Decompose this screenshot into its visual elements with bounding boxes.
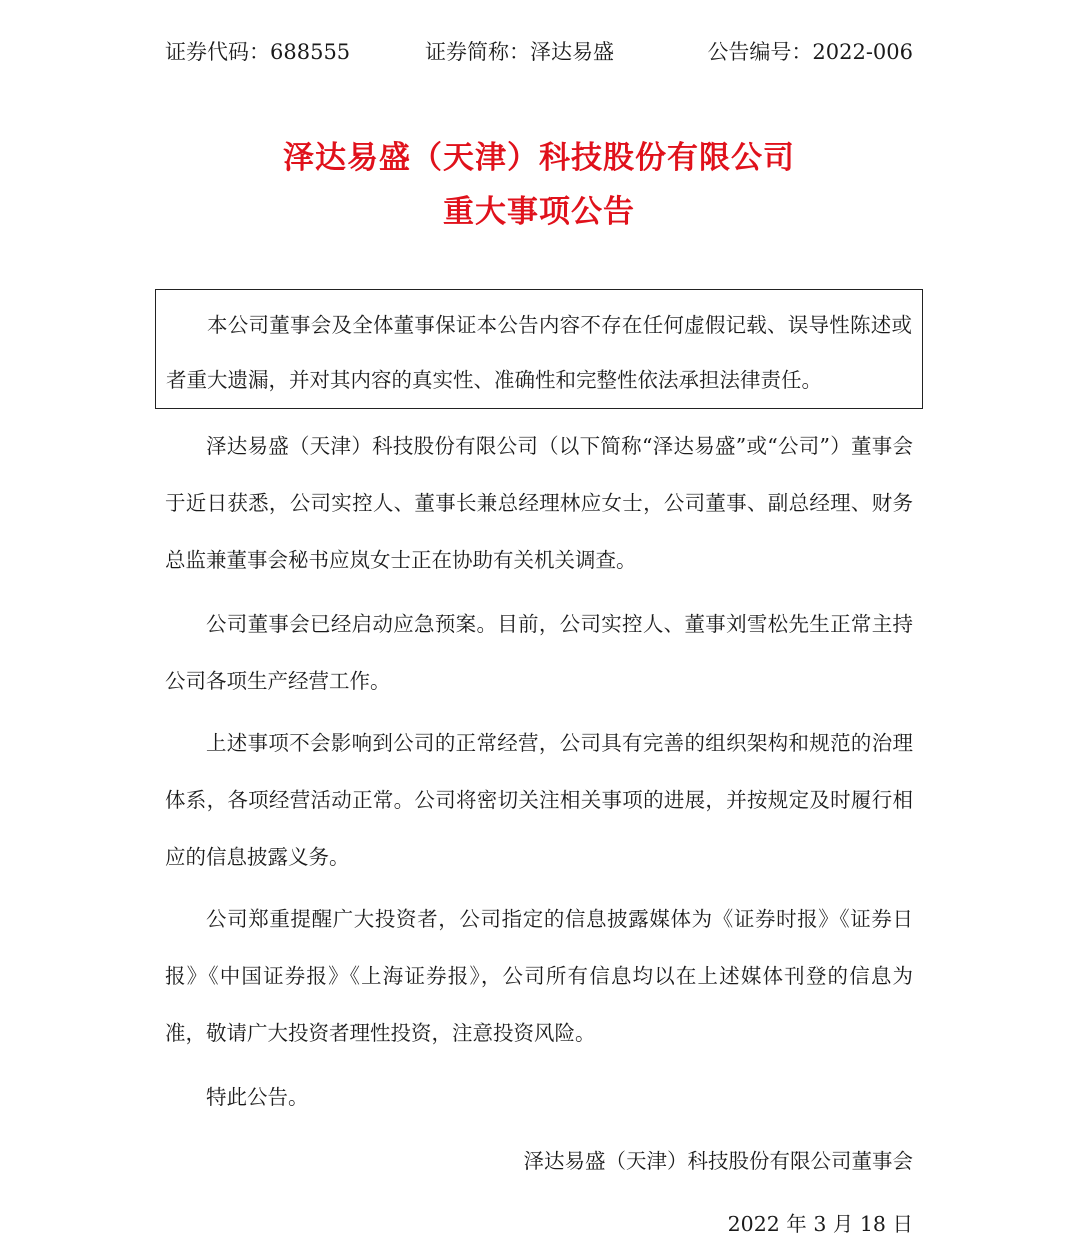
security-code: 证券代码：688555	[165, 40, 351, 64]
paragraph-investor-reminder: 公司郑重提醒广大投资者，公司指定的信息披露媒体为《证券时报》《证券日报》《中国证券报》《上海证券报》，公司所有信息均以在上述媒体刊登的信息为准，敬请广大投资者理性投资，注意投资风险。	[165, 907, 913, 1045]
company-title: 泽达易盛（天津）科技股份有限公司	[283, 140, 795, 176]
signature: 泽达易盛（天津）科技股份有限公司董事会	[523, 1149, 913, 1173]
announcement-date: 2022 年 3 月 18 日	[727, 1212, 913, 1236]
announcement-title: 重大事项公告	[443, 194, 635, 230]
paragraph-investigation: 泽达易盛（天津）科技股份有限公司（以下简称“泽达易盛”或“公司”）董事会于近日获悉，公司实控人、董事长兼总经理林应女士，公司董事、副总经理、财务总监兼董事会秘书应岚女士正在协助有关机关调查。	[165, 434, 913, 572]
announcement-number: 公告编号：2022-006	[707, 40, 913, 64]
document-header	[165, 34, 913, 70]
board-guarantee-notice: 本公司董事会及全体董事保证本公告内容不存在任何虚假记载、误导性陈述或者重大遗漏，并对其内容的真实性、准确性和完整性依法承担法律责任。	[155, 289, 923, 409]
paragraph-emergency-plan: 公司董事会已经启动应急预案。目前，公司实控人、董事刘雪松先生正常主持公司各项生产经营工作。	[165, 612, 913, 693]
security-name: 证券简称：泽达易盛	[425, 40, 614, 64]
paragraph-closing: 特此公告。	[206, 1085, 309, 1109]
paragraph-operations: 上述事项不会影响到公司的正常经营，公司具有完善的组织架构和规范的治理体系，各项经营活动正常。公司将密切关注相关事项的进展，并按规定及时履行相应的信息披露义务。	[165, 731, 913, 869]
